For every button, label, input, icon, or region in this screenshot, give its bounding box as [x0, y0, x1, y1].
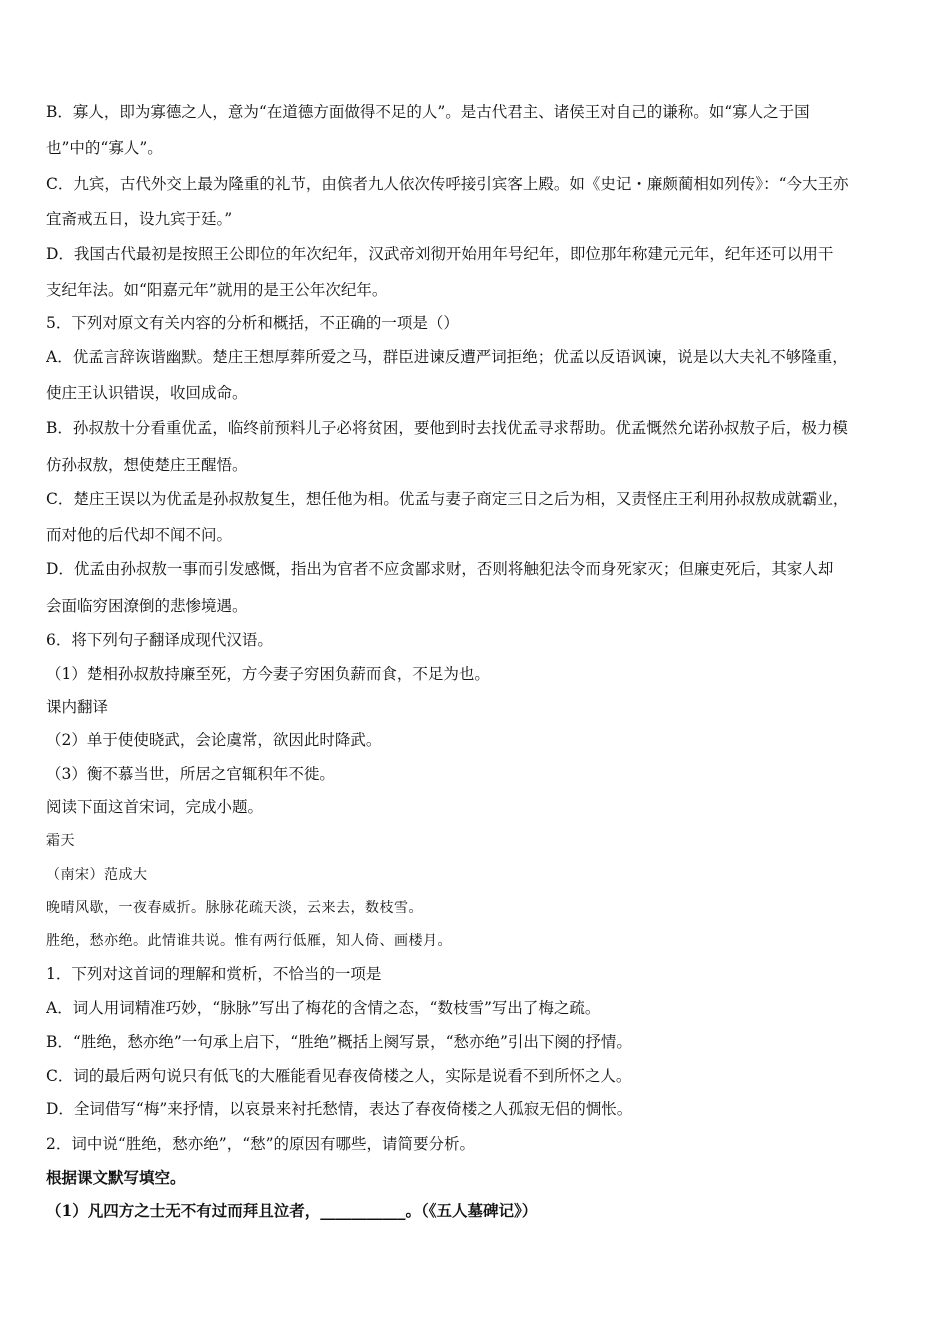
q5-option-b-line-1: B．孙叔敖十分看重优孟，临终前预料儿子必将贫困，要他到时去找优孟寻求帮助。优孟慨然允诺孙叔敖子后，极力模: [46, 419, 848, 437]
q5-option-c-line-2: 而对他的后代却不闻不问。: [46, 526, 233, 544]
option-b-line-1: B．寡人，即为寡德之人，意为“在道德方面做得不足的人”。是古代君主、诸侯王对自己的谦称。如“寡人之于国: [46, 103, 810, 121]
poem-intro: 阅读下面这首宋词，完成小题。: [46, 798, 264, 816]
poem-q1-option-d: D．全词借写“梅”来抒情，以哀景来衬托愁情，表达了春夜倚楼之人孤寂无侣的惆怅。: [46, 1100, 633, 1118]
q6-item-1: （1）楚相孙叔敖持廉至死，方今妻子穷困负薪而食，不足为也。: [46, 665, 490, 683]
option-c-line-1: C．九宾，古代外交上最为隆重的礼节，由傧者九人依次传呼接引宾客上殿。如《史记・廉颇蔺相如列传》：“今大王亦: [46, 175, 849, 193]
poem-q1-option-a: A．词人用词精准巧妙，“脉脉”写出了梅花的含情之态，“数枝雪”写出了梅之疏。: [46, 999, 601, 1017]
q5-option-b-line-2: 仿孙叔敖，想使楚庄王醒悟。: [46, 456, 248, 474]
q5-option-d-line-1: D．优孟由孙叔敖一事而引发感慨，指出为官者不应贪鄙求财，否则将触犯法令而身死家灭；但廉吏死后，其家人却: [46, 560, 834, 578]
q6-item-3: （3）衡不慕当世，所居之官辄积年不徙。: [46, 765, 335, 783]
option-c-line-2: 宜斋戒五日，设九宾于廷。”: [46, 210, 233, 228]
question-6: 6．将下列句子翻译成现代汉语。: [46, 631, 273, 649]
poem-q1-option-c: C．词的最后两句说只有低飞的大雁能看见春夜倚楼之人，实际是说看不到所怀之人。: [46, 1067, 632, 1085]
question-5: 5．下列对原文有关内容的分析和概括，不正确的一项是（）: [46, 314, 459, 332]
q5-option-c-line-1: C．楚庄王误以为优孟是孙叔敖复生，想任他为相。优孟与妻子商定三日之后为相，又责怪庄王利用孙叔敖成就霸业，: [46, 490, 849, 508]
q5-option-a-line-1: A．优孟言辞诙谐幽默。楚庄王想厚葬所爱之马，群臣进谏反遭严词拒绝；优孟以反语讽谏，说是以大夫礼不够隆重，: [46, 348, 848, 366]
poem-author: （南宋）范成大: [46, 867, 148, 883]
poem-stanza-2: 胜绝，愁亦绝。此情谁共说。惟有两行低雁，知人倚、画楼月。: [46, 933, 452, 949]
poem-question-1: 1．下列对这首词的理解和赏析，不恰当的一项是: [46, 965, 382, 983]
q5-option-d-line-2: 会面临穷困潦倒的悲惨境遇。: [46, 597, 248, 615]
poem-stanza-1: 晚晴风歇，一夜春威折。脉脉花疏天淡，云来去，数枝雪。: [46, 900, 423, 916]
poem-question-2: 2．词中说“胜绝，愁亦绝”，“愁”的原因有哪些，请简要分析。: [46, 1135, 476, 1153]
dictation-item-1: （1）凡四方之士无不有过而拜且泣者，___________。（《五人墓碑记》）: [46, 1201, 538, 1220]
poem-title: 霜天: [46, 833, 75, 849]
dictation-heading: 根据课文默写填空。: [46, 1168, 186, 1187]
poem-q1-option-b: B．“胜绝，愁亦绝”一句承上启下，“胜绝”概括上阕写景，“愁亦绝”引出下阕的抒情。: [46, 1033, 632, 1051]
option-b-line-2: 也”中的“寡人”。: [46, 139, 163, 157]
q6-item-2: （2）单于使使晓武，会论虞常，欲因此时降武。: [46, 731, 382, 749]
option-d-line-1: D．我国古代最初是按照王公即位的年次纪年，汉武帝刘彻开始用年号纪年，即位那年称建元元年，纪年还可以用干: [46, 245, 834, 263]
q5-option-a-line-2: 使庄王认识错误，收回成命。: [46, 384, 248, 402]
in-class-translation: 课内翻译: [46, 698, 109, 716]
option-d-line-2: 支纪年法。如“阳嘉元年”就用的是王公年次纪年。: [46, 281, 388, 299]
